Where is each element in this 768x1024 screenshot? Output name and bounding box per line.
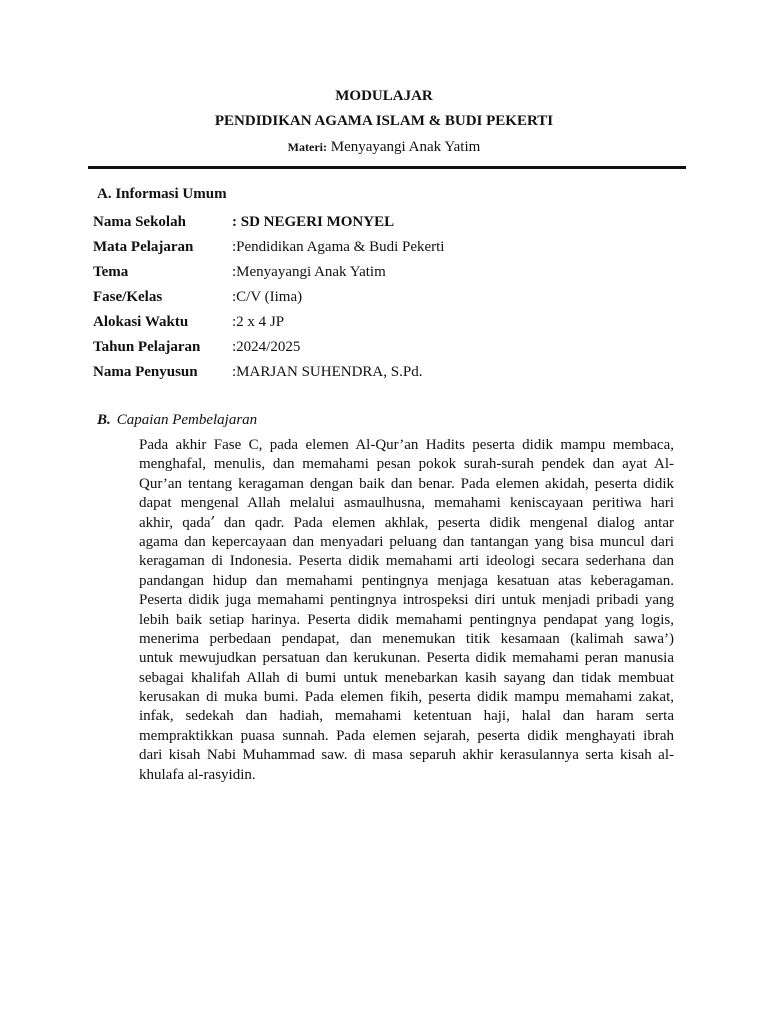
section-b-heading bbox=[97, 412, 257, 429]
section-a-heading: A. Informasi Umum bbox=[97, 186, 227, 202]
paragraph-line: mempraktikkan puasa sunnah. Pada elemen sejarah, peserta didik menghayati ibrah bbox=[139, 727, 674, 744]
info-value: :2024/2025 bbox=[232, 339, 301, 355]
capaian-paragraph bbox=[139, 436, 674, 785]
section-b-letter: B. bbox=[97, 412, 111, 428]
paragraph-line: pandangan hidup dan memahami pentingnya menjaga kesatuan atas keberagaman. bbox=[139, 572, 674, 589]
info-value: :Pendidikan Agama & Budi Pekerti bbox=[232, 239, 445, 255]
paragraph-line: dapat mengenal Allah melalui asmaulhusna, memahami keniscayaan peritiwa hari bbox=[139, 495, 674, 512]
info-table bbox=[93, 210, 444, 385]
document-subtitle: PENDIDIKAN AGAMA ISLAM & BUDI PEKERTI bbox=[214, 113, 554, 129]
paragraph-line: untuk mewujudkan persatuan dan kerukunan. Peserta didik memahami peran manusia bbox=[139, 650, 674, 667]
paragraph-line: agama dan kepercayaan dan menyadari peluang dan tantangan yang bisa muncul dari bbox=[139, 533, 674, 550]
paragraph-line: lebih baik setiap harinya. Peserta didik memahami pentingnya pendapat yang logis, bbox=[139, 611, 674, 628]
info-row bbox=[93, 285, 444, 310]
info-label: Nama Sekolah bbox=[93, 214, 186, 230]
paragraph-line: sebagai khalifah Allah di bumi untuk menebarkan kasih sayang dan tidak membuat bbox=[139, 669, 674, 686]
info-row bbox=[93, 260, 444, 285]
info-row bbox=[93, 310, 444, 335]
info-label: Fase/Kelas bbox=[93, 289, 163, 305]
info-row bbox=[93, 360, 444, 385]
info-value: :C/V (Iima) bbox=[232, 289, 303, 305]
materi-label: Materi: bbox=[287, 140, 327, 154]
info-row bbox=[93, 335, 444, 360]
paragraph-line: akhir, qada՚ dan qadr. Pada elemen akhlak, peserta didik mengenal dialog antar bbox=[139, 514, 674, 531]
info-label: Tahun Pelajaran bbox=[93, 339, 201, 355]
paragraph-line: infak, sedekah dan hadiah, memahami ketentuan haji, halal dan haram serta bbox=[139, 708, 674, 725]
section-b-title: Capaian Pembelajaran bbox=[116, 412, 258, 428]
paragraph-line: keragaman di Indonesia. Peserta didik memahami arti ideologi secara sederhana dan bbox=[139, 553, 674, 570]
paragraph-line: Pada akhir Fase C, pada elemen Al-Qur’an Hadits peserta didik mampu membaca, bbox=[139, 437, 674, 453]
paragraph-line: menghafal, menulis, dan memahami pesan pokok surah-surah pendek dan ayat Al- bbox=[139, 456, 674, 473]
paragraph-line: dari kisah Nabi Muhammad saw. di masa separuh akhir kerasulannya serta kisah al- bbox=[139, 747, 674, 764]
info-label: Mata Pelajaran bbox=[93, 239, 194, 255]
info-label: Tema bbox=[93, 264, 129, 280]
info-value: :2 x 4 JP bbox=[232, 314, 285, 330]
document-title: MODULAJAR bbox=[335, 88, 433, 104]
info-label: Alokasi Waktu bbox=[93, 314, 189, 330]
info-value: : SD NEGERI MONYEL bbox=[232, 214, 395, 230]
paragraph-line: Peserta didik juga memahami pentingnya introspeksi diri untuk menjadi pribadi yang bbox=[139, 592, 674, 609]
materi-line bbox=[0, 139, 768, 156]
paragraph-line: Qur’an tentang keragaman dengan baik dan benar. Pada elemen akidah, peserta didik bbox=[139, 475, 674, 492]
materi-value: Menyayangi Anak Yatim bbox=[330, 139, 481, 155]
header-divider bbox=[88, 166, 686, 169]
paragraph-line: menerima perbedaan pendapat, dan menemukan titik kesamaan (kalimah sawa’) bbox=[139, 630, 674, 647]
info-value: :Menyayangi Anak Yatim bbox=[232, 264, 386, 280]
info-row bbox=[93, 210, 444, 235]
info-row bbox=[93, 235, 444, 260]
paragraph-line: kerusakan di muka bumi. Pada elemen fikih, peserta didik mampu memahami zakat, bbox=[139, 689, 674, 706]
paragraph-line: khulafa al-rasyidin. bbox=[139, 766, 256, 783]
info-label: Nama Penyusun bbox=[93, 364, 198, 380]
info-value: :MARJAN SUHENDRA, S.Pd. bbox=[232, 364, 423, 380]
